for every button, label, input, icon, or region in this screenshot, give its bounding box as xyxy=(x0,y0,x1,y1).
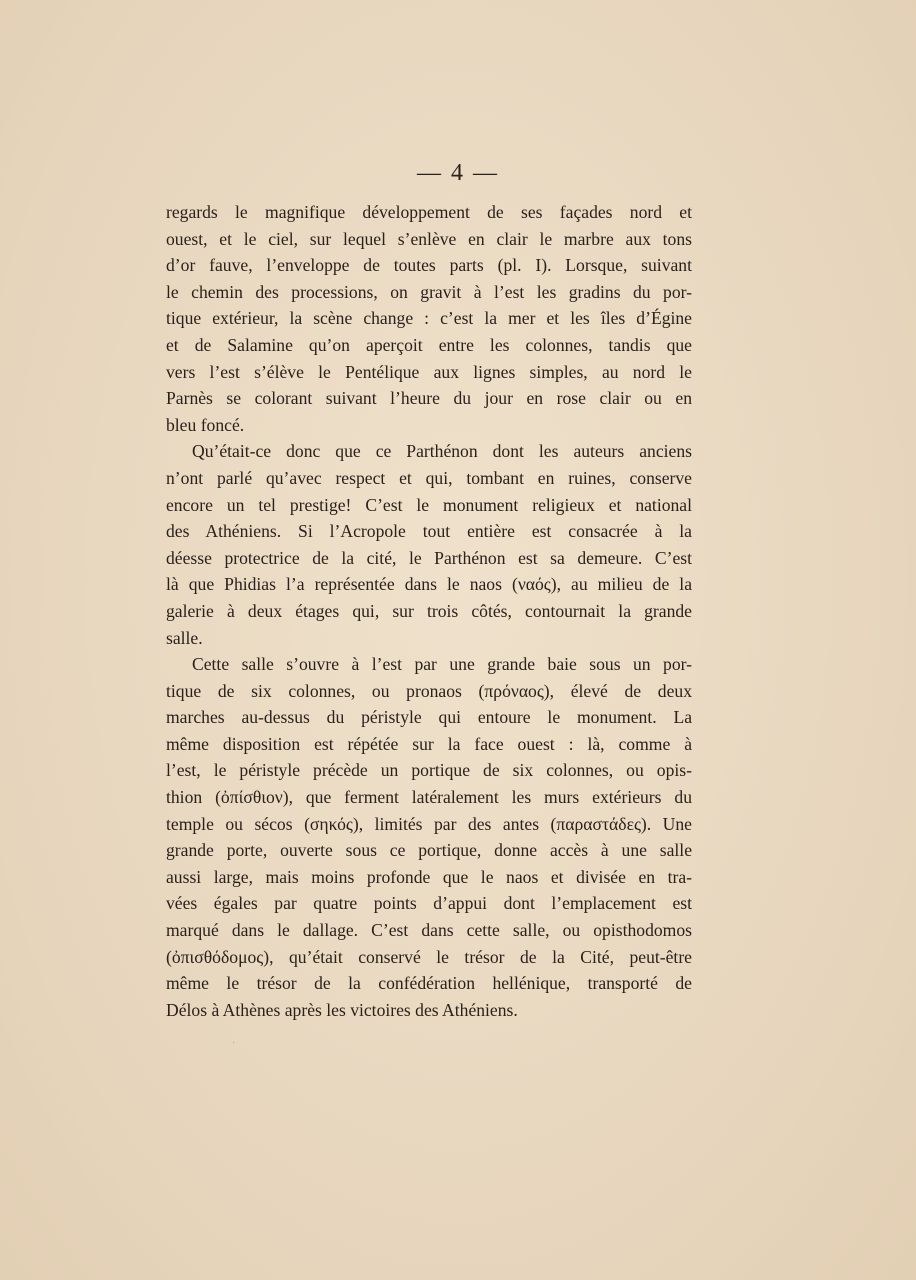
text-line: regards le magnifique développement de ses façades nord et xyxy=(166,202,692,222)
text-line: des Athéniens. Si l’Acropole tout entière est consacrée à la xyxy=(166,521,692,542)
text-line: et de Salamine qu’on aperçoit entre les colonnes, tandis que xyxy=(166,334,692,355)
text-line: Parnès se colorant suivant l’heure du jour en rose clair ou en xyxy=(166,388,692,409)
text-line: Qu’était-ce donc que ce Parthénon dont les auteurs anciens xyxy=(192,441,692,462)
text-line: encore un tel prestige! C’est le monument religieux et national xyxy=(166,494,692,515)
text-line: même disposition est répétée sur la face ouest : là, comme à xyxy=(166,733,692,754)
text-line: aussi large, mais moins profonde que le naos et divisée en tra- xyxy=(166,866,692,887)
text-line: tique de six colonnes, ou pronaos (πρόναος), élevé de deux xyxy=(166,680,692,701)
text-line: (ὀπισθόδομος), qu’était conservé le trésor de la Cité, peut-être xyxy=(166,946,692,967)
text-line: tique extérieur, la scène change : c’est la mer et les îles d’Égine xyxy=(166,308,692,329)
body-text xyxy=(166,199,692,1023)
text-line: ouest, et le ciel, sur lequel s’enlève en clair le marbre aux tons xyxy=(166,228,692,249)
text-line: thion (ὀπίσθιον), que ferment latéralement les murs extérieurs du xyxy=(166,787,692,808)
text-line: salle. xyxy=(166,627,203,648)
text-line: marches au-dessus du péristyle qui entoure le monument. La xyxy=(166,707,692,728)
text-line: n’ont parlé qu’avec respect et qui, tombant en ruines, conserve xyxy=(166,467,692,488)
text-line: Cette salle s’ouvre à l’est par une grande baie sous un por- xyxy=(192,654,692,675)
text-line: déesse protectrice de la cité, le Parthénon est sa demeure. C’est xyxy=(166,547,692,568)
text-line: temple ou sécos (σηκός), limités par des antes (παραστάδες). Une xyxy=(166,813,692,834)
text-line: l’est, le péristyle précède un portique de six colonnes, ou opis- xyxy=(166,760,692,781)
text-line: le chemin des processions, on gravit à l’est les gradins du por- xyxy=(166,281,692,302)
text-line: vées égales par quatre points d’appui dont l’emplacement est xyxy=(166,893,692,914)
text-line: grande porte, ouverte sous ce portique, donne accès à une salle xyxy=(166,840,692,861)
text-line: galerie à deux étages qui, sur trois côtés, contournait la grande xyxy=(166,600,692,621)
text-line: bleu foncé. xyxy=(166,414,245,435)
text-line: d’or fauve, l’enveloppe de toutes parts (pl. I). Lorsque, suivant xyxy=(166,255,692,276)
paper-speck: · xyxy=(232,1038,236,1049)
page-number: — 4 — xyxy=(417,160,499,186)
text-line: vers l’est s’élève le Pentélique aux lignes simples, au nord le xyxy=(166,361,692,382)
text-line: même le trésor de la confédération hellénique, transporté de xyxy=(166,973,692,994)
text-line: Délos à Athènes après les victoires des Athéniens. xyxy=(166,999,518,1020)
text-line: marqué dans le dallage. C’est dans cette salle, ou opisthodomos xyxy=(166,920,692,941)
text-line: là que Phidias l’a représentée dans le naos (ναός), au milieu de la xyxy=(166,574,692,595)
